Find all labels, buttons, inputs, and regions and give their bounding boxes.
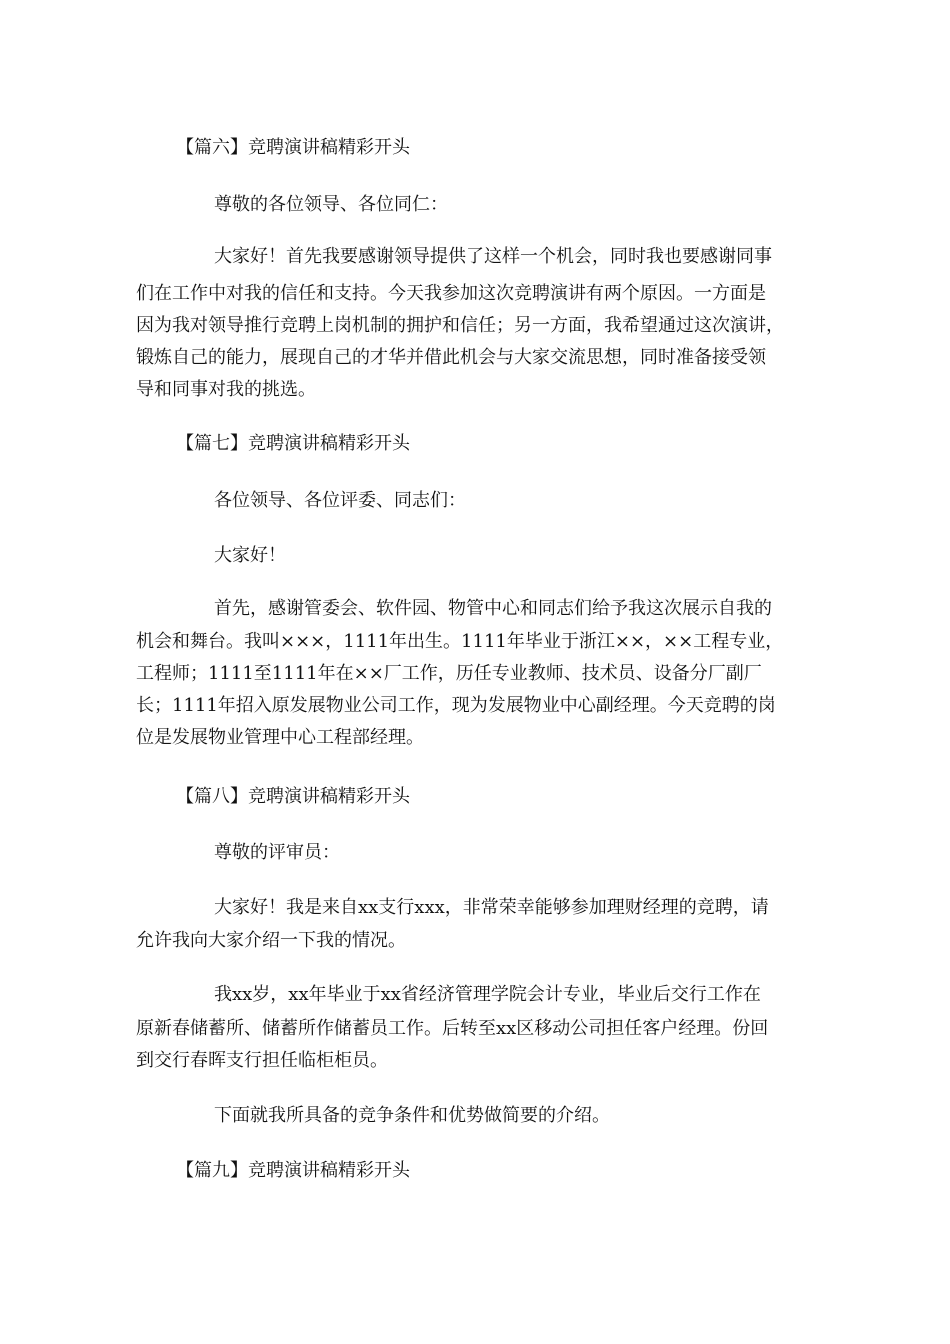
closing-8: 下面就我所具备的竞争条件和优势做简要的介绍。 (214, 1105, 610, 1126)
paragraph-8a-line-2: 允许我向大家介绍一下我的情况。 (136, 930, 406, 951)
paragraph-6-line-4: 锻炼自己的能力，展现自己的才华并借此机会与大家交流思想，同时准备接受领 (136, 347, 766, 368)
section-heading-6: 【篇六】竞聘演讲稿精彩开头 (176, 137, 410, 158)
section-heading-7: 【篇七】竞聘演讲稿精彩开头 (176, 433, 410, 454)
paragraph-7-line-3: 工程师；1111至1111年在××厂工作，历任专业教师、技术员、设备分厂副厂 (136, 663, 762, 684)
section-heading-8: 【篇八】竞聘演讲稿精彩开头 (176, 786, 410, 807)
paragraph-7-line-5: 位是发展物业管理中心工程部经理。 (136, 727, 424, 748)
greeting-7: 各位领导、各位评委、同志们： (214, 490, 466, 511)
paragraph-8b-line-1: 我xx岁，xx年毕业于xx省经济管理学院会计专业，毕业后交行工作在 (214, 984, 761, 1005)
paragraph-6-line-3: 因为我对领导推行竞聘上岗机制的拥护和信任；另一方面，我希望通过这次演讲， (136, 315, 784, 336)
paragraph-6-line-2: 们在工作中对我的信任和支持。今天我参加这次竞聘演讲有两个原因。一方面是 (136, 283, 766, 304)
paragraph-7-line-2: 机会和舞台。我叫×××，1111年出生。1111年毕业于浙江××，××工程专业， (136, 631, 784, 652)
section-heading-9: 【篇九】竞聘演讲稿精彩开头 (176, 1160, 410, 1181)
greeting-8: 尊敬的评审员： (214, 842, 340, 863)
paragraph-8b-line-2: 原新春储蓄所、储蓄所作储蓄员工作。后转至xx区移动公司担任客户经理。份回 (136, 1018, 769, 1039)
paragraph-6-line-1: 大家好！首先我要感谢领导提供了这样一个机会，同时我也要感谢同事 (214, 246, 772, 267)
greeting-6: 尊敬的各位领导、各位同仁： (214, 194, 448, 215)
hello-7: 大家好！ (214, 545, 286, 566)
paragraph-8a-line-1: 大家好！我是来自xx支行xxx，非常荣幸能够参加理财经理的竞聘，请 (214, 897, 769, 918)
paragraph-7-line-1: 首先，感谢管委会、软件园、物管中心和同志们给予我这次展示自我的 (214, 598, 772, 619)
paragraph-7-line-4: 长；1111年招入原发展物业公司工作，现为发展物业中心副经理。今天竞聘的岗 (136, 695, 776, 716)
paragraph-6-line-5: 导和同事对我的挑选。 (136, 379, 316, 400)
paragraph-8b-line-3: 到交行春晖支行担任临柜柜员。 (136, 1050, 388, 1071)
